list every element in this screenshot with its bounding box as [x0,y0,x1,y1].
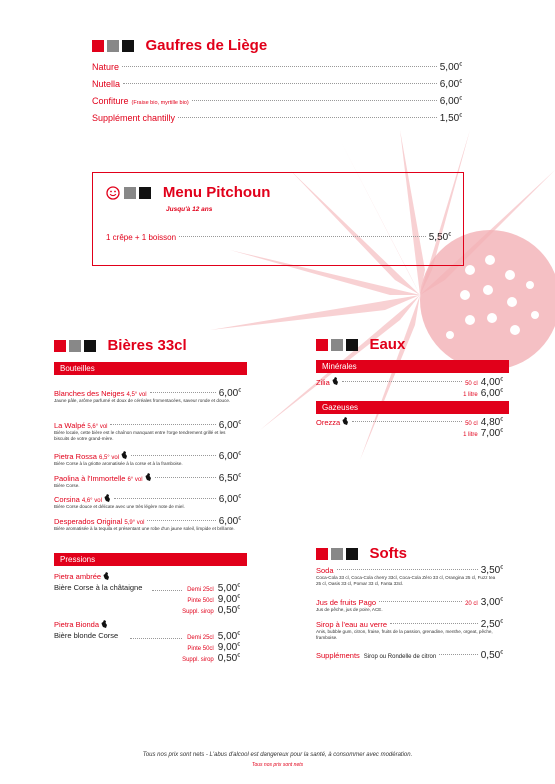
grey-square-icon [107,40,119,52]
price: 5,00€ [217,631,240,642]
eaux-header [316,336,405,354]
grey-square-icon [331,548,343,560]
price: 7,00€ [480,428,503,439]
leader-dots [147,520,215,521]
item-description: Bière Corse douce et délicate avec une très légère note de miel. [54,504,185,509]
leader-dots [192,100,437,101]
price: 2,50€ [480,619,503,630]
corsica-map-icon [121,451,128,459]
size-label: 20 cl [465,601,478,607]
pression-name: Pietra ambrée [54,572,110,581]
item-description: Bière locale, cette bière est le chaînon manquant entre l'orge tendrement grillé et les biscuits de votre grand-mère. [54,430,226,441]
leader-dots [352,421,462,422]
eau-orezza-line2 [316,428,503,439]
leader-dots [379,601,462,602]
pression-desc: Bière Corse à la châtaigne [54,583,143,592]
gaufre-item [92,62,462,73]
softs-title: Softs [369,545,407,563]
item-description: Anis, bubble gum, citron, fraise, fruits de la passion, grenadine, menthe, orgeat, pêche, framboise. [316,629,493,640]
bieres-title: Bières 33cl [107,337,187,355]
item-name: Soda [316,566,334,575]
item-name: Nature [92,62,120,72]
price: 6,00€ [439,79,462,90]
item-name: La Walpé [54,421,86,430]
leader-dots [114,498,216,499]
size-label: Demi 25cl [187,587,214,593]
eau-zilia [316,377,503,388]
pression-line [150,605,240,616]
leader-dots [439,654,478,655]
price: 9,00€ [217,642,240,653]
item-degree: 4,6° vol [81,498,102,504]
item-name: Jus de fruits Pago [316,598,377,607]
item-name: Sirop à l'eau au verre [316,620,388,629]
pitchoun-item [106,232,451,243]
black-square-icon [346,548,358,560]
leader-dots [337,569,478,570]
grey-square-icon [69,340,81,352]
item-description: Jaune pâle, arôme parfumé et doux de céréales fromentacées, saveur ronde et douce. [54,398,231,403]
eau-zilia-line2 [316,388,503,399]
leader-dots [122,66,437,67]
item-degree: 6° vol [127,477,143,483]
size-label: Demi 25cl [187,635,214,641]
footer-line2: Tous nos prix sont nets [251,762,304,768]
corsica-map-icon [104,494,111,502]
size-label: Pinte 50cl [187,598,214,604]
item-name: Pietra Rossa [54,452,97,461]
item-name: Desperados Original [54,517,123,526]
corsica-map-icon [103,572,110,580]
gaufres-header [92,37,267,55]
grey-square-icon [124,187,136,199]
pitchoun-price: 5,50€ [428,232,451,243]
price: 4,00€ [480,377,503,388]
pression-desc: Bière blonde Corse [54,631,119,640]
corsica-map-icon [145,473,152,481]
item-degree: 4,5° vol [126,392,147,398]
item-name: Supplément chantilly [92,113,176,123]
price: 0,50€ [217,605,240,616]
price: 6,00€ [218,420,241,431]
item-name: Zilia [316,378,330,387]
item-name: Orezza [316,418,341,427]
eau-orezza [316,417,503,428]
item-size: Sirop ou Rondelle de citron [363,654,437,660]
item-name: Corsina [54,495,80,504]
pitchoun-subtitle: Jusqu'à 12 ans [166,206,213,213]
item-degree: 5,6° vol [87,424,108,430]
pression-line [150,583,240,594]
leader-dots [123,83,437,84]
leader-dots [179,236,426,237]
price: 3,50€ [480,565,503,576]
pression-name: Pietra Bionda [54,620,108,629]
price: 4,80€ [480,417,503,428]
item-name: Nutella [92,79,121,89]
price: 6,00€ [218,516,241,527]
footer-line1: Tous nos prix sont nets - L'abus d'alcool est dangereux pour la santé, à consommer avec modération. [142,752,413,758]
grey-square-icon [331,339,343,351]
size-label: 1 litre [463,392,478,398]
pression-line [150,653,240,664]
price: 6,00€ [218,388,241,399]
minerales-bar: Minérales [316,360,509,373]
red-square-icon [316,339,328,351]
gaufre-item [92,113,462,124]
price: 6,00€ [218,494,241,505]
item-name: Confiture [92,96,129,106]
bouteilles-bar: Bouteilles [54,362,247,375]
pitchoun-item-name: 1 crêpe + 1 boisson [106,233,177,242]
smiley-icon [106,186,120,200]
leader-dots [150,392,216,393]
gaufre-item [92,96,462,107]
gazeuses-bar: Gazeuses [316,401,509,414]
leader-dots [178,117,437,118]
leader-dots [110,424,215,425]
item-name: Blanches des Neiges [54,389,125,398]
price: 0,50€ [217,653,240,664]
corsica-map-icon [332,377,339,385]
item-description: Jus de pêche, jus de poire, ACE. [316,607,383,612]
pression-line [150,594,240,605]
softs-header [316,545,407,563]
price: 6,00€ [218,451,241,462]
pression-line [150,631,240,642]
price: 5,00€ [439,62,462,73]
black-square-icon [139,187,151,199]
corsica-map-icon [101,620,108,628]
pitchoun-title: Menu Pitchoun [162,184,271,202]
pitchoun-header [106,184,270,202]
pressions-bar: Pressions [54,553,247,566]
price: 0,50€ [480,650,503,661]
item-degree: 5,9° vol [124,520,145,526]
size-label: Suppl. sirop [182,657,214,663]
item-description: Bière Corse. [54,483,80,488]
price: 6,00€ [480,388,503,399]
black-square-icon [346,339,358,351]
size-label: 50 cl [465,421,478,427]
item-description: Coca-Cola 33 cl, Coca-Cola cherry 33cl, Coca-Cola Zéro 33 cl, Orangina 25 cl, Fuzz tea 25 cl, Oasis 33 cl, Pomar 33 cl, Fanta 33cl. [316,575,496,586]
item-description: Bière Corse à la griotte aromatisée à la corse et à la framboise. [54,461,183,466]
leader-dots [131,455,216,456]
item-description: Bière aromatisée à la tequila et présentant une robe d'un jaune soleil, limpide et brillante. [54,526,235,531]
red-square-icon [316,548,328,560]
color-squares-icon [92,40,104,52]
size-label: 1 litre [463,432,478,438]
leader-dots [390,623,478,624]
price: 6,00€ [439,96,462,107]
size-label: 50 cl [465,381,478,387]
red-square-icon [54,340,66,352]
item-name: Paolina à l'Immortelle [54,474,126,483]
price: 5,00€ [217,583,240,594]
leader-dots [342,381,462,382]
size-label: Suppl. sirop [182,609,214,615]
item-name: Suppléments [316,651,360,660]
price: 6,50€ [218,473,241,484]
black-square-icon [122,40,134,52]
soft-item [316,650,503,661]
bieres-header [54,337,187,355]
pression-line [150,642,240,653]
corsica-map-icon [342,417,349,425]
item-note: (Fraise bio, myrtille bio) [131,100,189,106]
price: 9,00€ [217,594,240,605]
gaufres-title: Gaufres de Liège [145,37,268,55]
price: 3,00€ [480,597,503,608]
black-square-icon [84,340,96,352]
size-label: Pinte 50cl [187,646,214,652]
item-degree: 6,5° vol [98,455,120,461]
eaux-title: Eaux [369,336,406,354]
leader-dots [155,477,216,478]
price: 1,50€ [439,113,462,124]
gaufre-item [92,79,462,90]
